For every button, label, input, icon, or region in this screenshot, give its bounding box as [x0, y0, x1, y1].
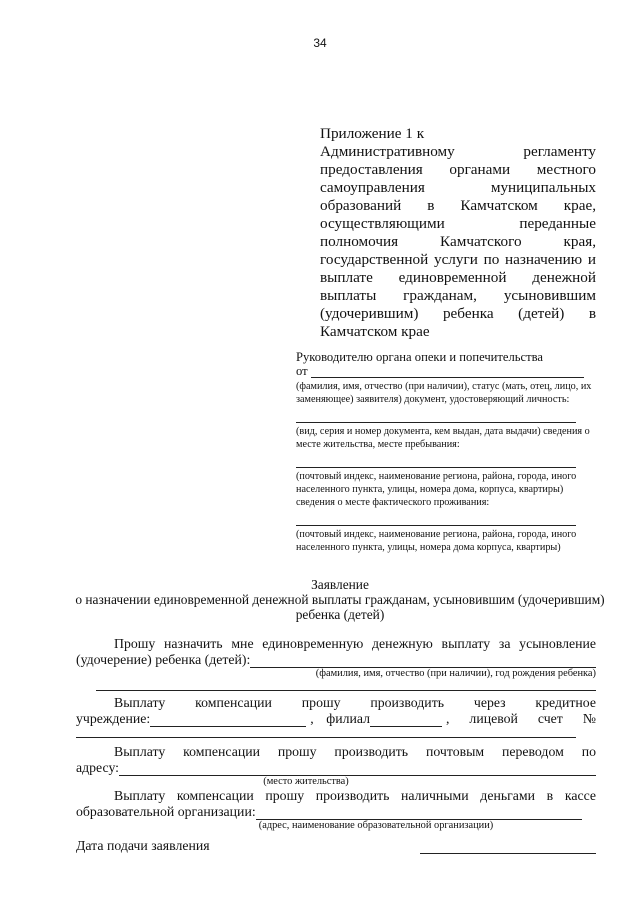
field-hint: (почтовый индекс, наименование региона, района, города, иного населенного пункта, улицы, номера дома, корпуса, квартиры) сведения о месте фактического проживания: — [296, 471, 577, 508]
statement-title-block — [70, 577, 610, 622]
residence-field[interactable] — [296, 457, 576, 468]
appendix-reference — [320, 125, 596, 341]
p1-row — [76, 652, 596, 668]
appendix-line: Административному регламенту — [320, 143, 596, 160]
appendix-line: выплате единовременной денежной — [320, 269, 596, 286]
branch-field[interactable] — [370, 715, 442, 727]
page-number: 34 — [313, 36, 327, 50]
account-field[interactable] — [76, 729, 576, 738]
p4-line: Выплату компенсации прошу производить наличными деньгами в кассе — [114, 788, 596, 803]
p4-row — [76, 804, 596, 820]
appendix-line: Приложение 1 к — [320, 125, 425, 142]
statement-subtitle: ребенка (детей) — [295, 607, 385, 622]
school-field[interactable] — [256, 808, 582, 820]
p2-line: Выплату компенсации прошу производить через кредитное — [114, 695, 596, 710]
date-label: Дата подачи заявления — [76, 838, 210, 853]
p4-label: образовательной организации: — [76, 804, 256, 819]
field-hint: (вид, серия и номер документа, кем выдан, дата выдачи) сведения о месте жительства, месте пребывания: — [296, 426, 590, 450]
appendix-line: осуществляющими переданные — [320, 215, 596, 232]
p2-label-b: , филиал — [310, 711, 370, 726]
appendix-line: выплаты гражданам, усыновившим — [320, 287, 596, 304]
p3-row — [76, 760, 596, 776]
appendix-line: государственной услуги по назначению и — [320, 251, 596, 268]
field-caption: (адрес, наименование образовательной организации) — [258, 820, 494, 831]
appendix-line: Камчатском крае — [320, 323, 430, 340]
p3-label: адресу: — [76, 760, 120, 775]
field-caption: (фамилия, имя, отчество (при наличии), год рождения ребенка) — [315, 668, 596, 679]
p1-line: Прошу назначить мне единовременную денежную выплату за усыновление — [114, 636, 596, 651]
applicant-name-field[interactable] — [311, 365, 584, 378]
p3-line: Выплату компенсации прошу производить почтовым переводом по — [114, 744, 596, 759]
statement-body — [76, 636, 596, 854]
child-name-extra-field[interactable] — [96, 682, 596, 691]
bank-field[interactable] — [150, 715, 306, 727]
appendix-line: (удочерившим) ребенка (детей) в — [320, 305, 596, 322]
postal-address-field[interactable] — [119, 764, 596, 776]
appendix-line: предоставления органами местного — [320, 161, 596, 178]
appendix-line: образований в Камчатском крае, — [320, 197, 596, 214]
appendix-line: самоуправления муниципальных — [320, 179, 596, 196]
child-name-field[interactable] — [250, 656, 596, 668]
appendix-line: полномочия Камчатского края, — [320, 233, 596, 250]
statement-subtitle: о назначении единовременной денежной выплаты гражданам, усыновившим (удочерившим) — [75, 592, 605, 607]
p1-label: (удочерение) ребенка (детей): — [76, 652, 251, 667]
p2-label-a: учреждение: — [76, 711, 151, 726]
field-hint: (почтовый индекс, наименование региона, района, города, иного населенного пункта, улицы, номера дома корпуса, квартиры) — [296, 529, 577, 553]
actual-residence-field[interactable] — [296, 515, 576, 526]
p2-row — [76, 711, 596, 727]
from-label: от — [296, 364, 308, 378]
addressee-block — [296, 350, 596, 554]
date-row — [76, 838, 596, 854]
addressee-heading: Руководителю органа опеки и попечительства — [296, 350, 544, 364]
date-field[interactable] — [420, 842, 596, 854]
field-hint: (фамилия, имя, отчество (при наличии), статус (мать, отец, лицо, их заменяющее) заявителя) документ, удостоверяющий личность: — [296, 381, 592, 405]
document-field[interactable] — [296, 412, 576, 423]
from-row — [296, 364, 596, 378]
statement-title: Заявление — [311, 577, 369, 592]
field-caption: (место жительства) — [263, 776, 349, 787]
p2-label-c: , лицевой счет № — [446, 711, 596, 726]
